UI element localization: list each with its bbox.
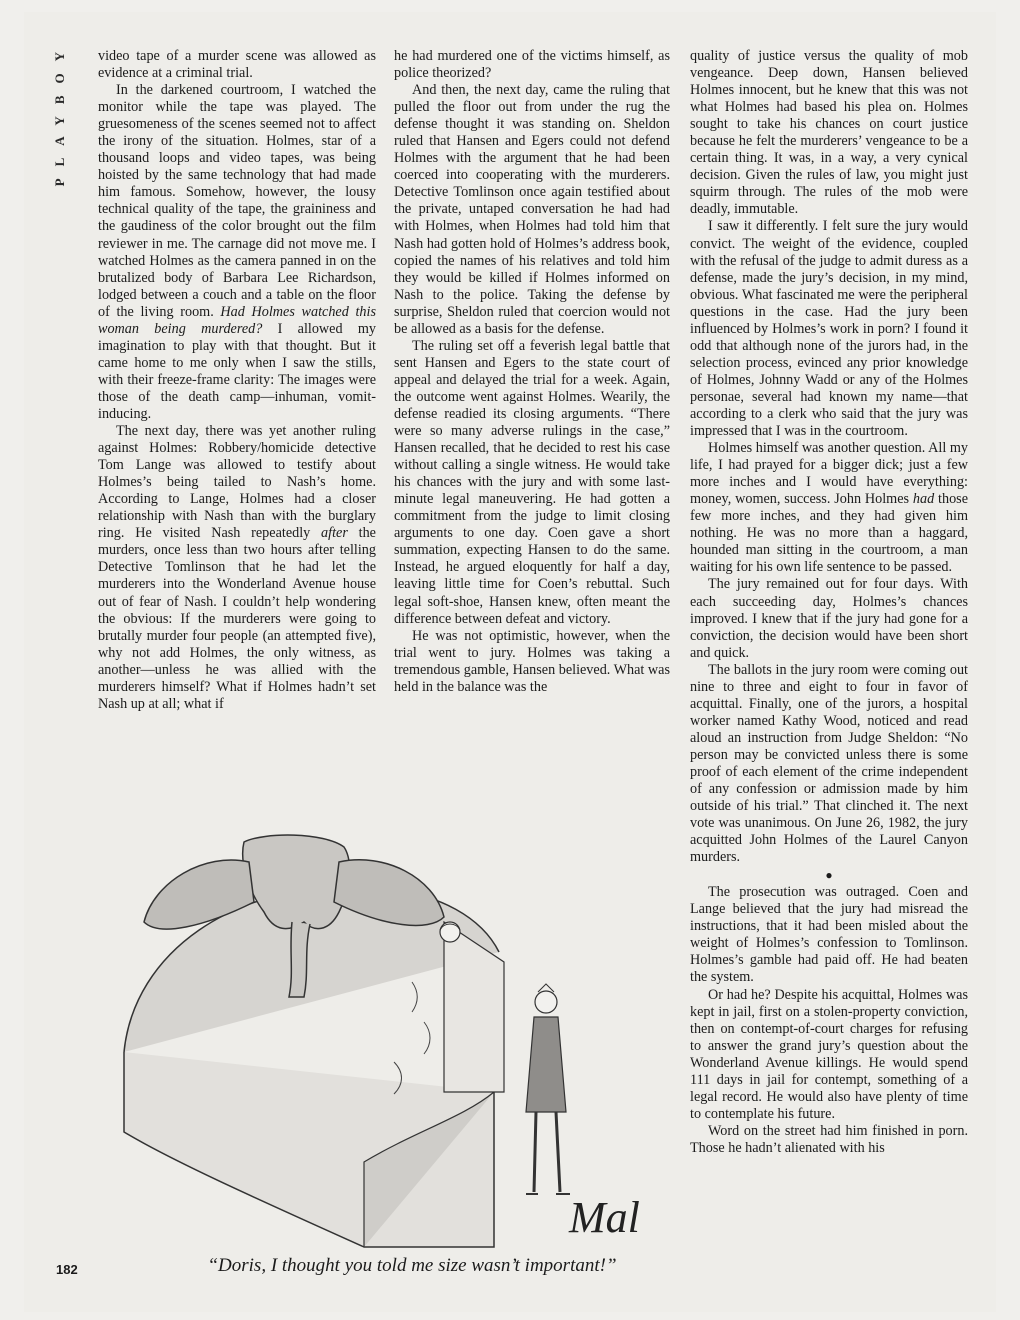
masthead: PLAYBOY	[52, 40, 67, 187]
column-3	[690, 48, 968, 1157]
paragraph: Or had he? Despite his acquittal, Holmes was kept in jail, first on a stolen-property conviction, then on contempt-of-court charges for refusing to answer the grand jury’s question about the Wonderland Avenue killings. He would spend 111 days in jail for contempt, something of a legal record. He would also have plenty of time to contemplate his future.	[690, 986, 968, 1122]
column-2	[394, 48, 670, 696]
paragraph: He was not optimistic, however, when the trial went to jury. Holmes was taking a tremendous gamble, Hansen believed. What was held in the balance was the	[394, 627, 670, 695]
cartoon-illustration	[114, 832, 674, 1252]
paragraph: The prosecution was outraged. Coen and Lange believed that the jury had misread the instructions, that it had been misled about the weight of Holmes’s confession to Tomlinson. Holmes’s gamble had paid off. He had beaten the system.	[690, 884, 968, 986]
paragraph: The next day, there was yet another ruling against Holmes: Robbery/homicide detective Tom Lange was allowed to testify about Holmes’s being tailed to Nash’s home. According to Lange, Holmes had a closer relationship with Nash than with the burglary ring. He visited Nash repeatedly after the murders, once less than two hours after telling Detective Tomlinson that he had let the murderers into the Wonderland Avenue house out of fear of Nash. I couldn’t help wondering the obvious: If the murderers were going to brutally murder four people (an attempted five), why not add Holmes, the only witness, as another—unless he was allied with the murderers himself? What if Holmes hadn’t set Nash up at all; what if	[98, 423, 376, 712]
paragraph: Word on the street had him finished in porn. Those he hadn’t alienated with his	[690, 1122, 968, 1156]
column-1	[98, 48, 376, 713]
paragraph: The ballots in the jury room were coming out nine to three and eight to four in favor of acquittal. Finally, one of the jurors, a hospital worker named Kathy Wood, noticed and read aloud an instruction from Judge Sheldon: “No person may be convicted unless there is some proof of each element of the crime independent of any confession or admission made by him outside of his trial.” That clinched it. The next vote was unanimous. On June 26, 1982, the jury acquitted John Holmes of the Laurel Canyon murders.	[690, 661, 968, 866]
paragraph: he had murdered one of the victims himself, as police theorized?	[394, 48, 670, 82]
section-break-dot: ●	[825, 868, 833, 883]
page-number: 182	[56, 1262, 78, 1277]
paragraph: In the darkened courtroom, I watched the monitor while the tape was played. The gruesomeness of the scenes seemed not to affect the irony of the situation. Holmes, star of a thousand loops and video tapes, was being hoisted by the same technology that had made him famous. Somehow, however, the lousy technical quality of the tape, the graininess and the gaudiness of the color brought out the film reviewer in me. The carnage did not move me. I watched Holmes as the camera panned in on the brutalized body of Barbara Lee Richardson, lodged between a couch and a table on the floor of the living room. Had Holmes watched this woman being murdered? I allowed my imagination to play with that thought. But it came home to me only when I saw the stills, with their freeze-frame clarity: The images were those of the death camp—inhuman, vomit-inducing.	[98, 82, 377, 422]
magazine-page	[24, 12, 996, 1312]
paragraph: The jury remained out for four days. With each succeeding day, Holmes’s chances improved. I knew that if the jury had gone for a conviction, the decision would have been short and quick.	[690, 576, 968, 661]
cartoon-signature: Mal	[569, 1193, 640, 1242]
paragraph: The ruling set off a feverish legal battle that sent Hansen and Egers to the state court of appeal and delayed the trial for a week. Again, the outcome went against Holmes. Wearily, the defense readied its closing arguments. “There were so many adverse rulings in the case,” Hansen recalled, that he decided to rest his case without calling a single witness. He would take his chances with the jury and with some last-minute legal maneuvering. He had gotten a commitment from the judge to limit closing arguments to one day. Coen gave a short summation, expecting Hansen to do the same. Instead, he argued eloquently for half a day, leaving little time for Coen’s rebuttal. Such legal soft-shoe, Hansen knew, often meant the difference between defeat and victory.	[394, 337, 670, 627]
paragraph: And then, the next day, came the ruling that pulled the floor out from under the rug the defense thought it was standing on. Sheldon ruled that Hansen and Egers could not defend Holmes with the argument that he had been coerced into cooperating with the murderers. Detective Tomlinson once again testified about the private, untaped conversation he had had with Holmes, when Holmes had told him that Nash had gotten hold of Holmes’s address book, copied the names of his relatives and told him they would be killed if Holmes informed on Nash to the police. Taking the defense by surprise, Sheldon ruled that coercion would not be allowed as a basis for the defense.	[394, 82, 670, 337]
paragraph: video tape of a murder scene was allowed as evidence at a criminal trial.	[98, 48, 376, 82]
paragraph: Holmes himself was another question. All my life, I had prayed for a bigger dick; just a few more inches and I would have everything: money, women, success. John Holmes had those few more inches, and they had given him nothing. He was no more than a haggard, hounded man sitting in the courtroom, a man waiting for his own life sentence to be passed.	[690, 440, 968, 576]
paragraph: I saw it differently. I felt sure the jury would convict. The weight of the evidence, coupled with the refusal of the judge to admit duress as a defense, made the jury’s decision, in my mind, obvious. What fascinated me were the peripheral questions in the case. Had the jury been influenced by Holmes’s work in porn? I found it odd that although none of the jurors had, in the selection process, evinced any prior knowledge of Holmes, Johnny Wadd or any of the Holmes personae, several had known my name—that according to a clerk who said that the jury was impressed that I was in the courtroom.	[690, 218, 968, 440]
paragraph: quality of justice versus the quality of mob vengeance. Deep down, Hansen believed Holmes innocent, but he knew that this was not what Holmes had based his plea on. Holmes sought to take his chances on court justice because he felt the murderers’ vengeance to be a certain thing. It was, in a way, a very cynical decision. Given the rules of law, you might just squirm through. The rules of the mob were deadly, immutable.	[690, 48, 968, 218]
cartoon-caption: “Doris, I thought you told me size wasn’t important!”	[207, 1255, 617, 1276]
